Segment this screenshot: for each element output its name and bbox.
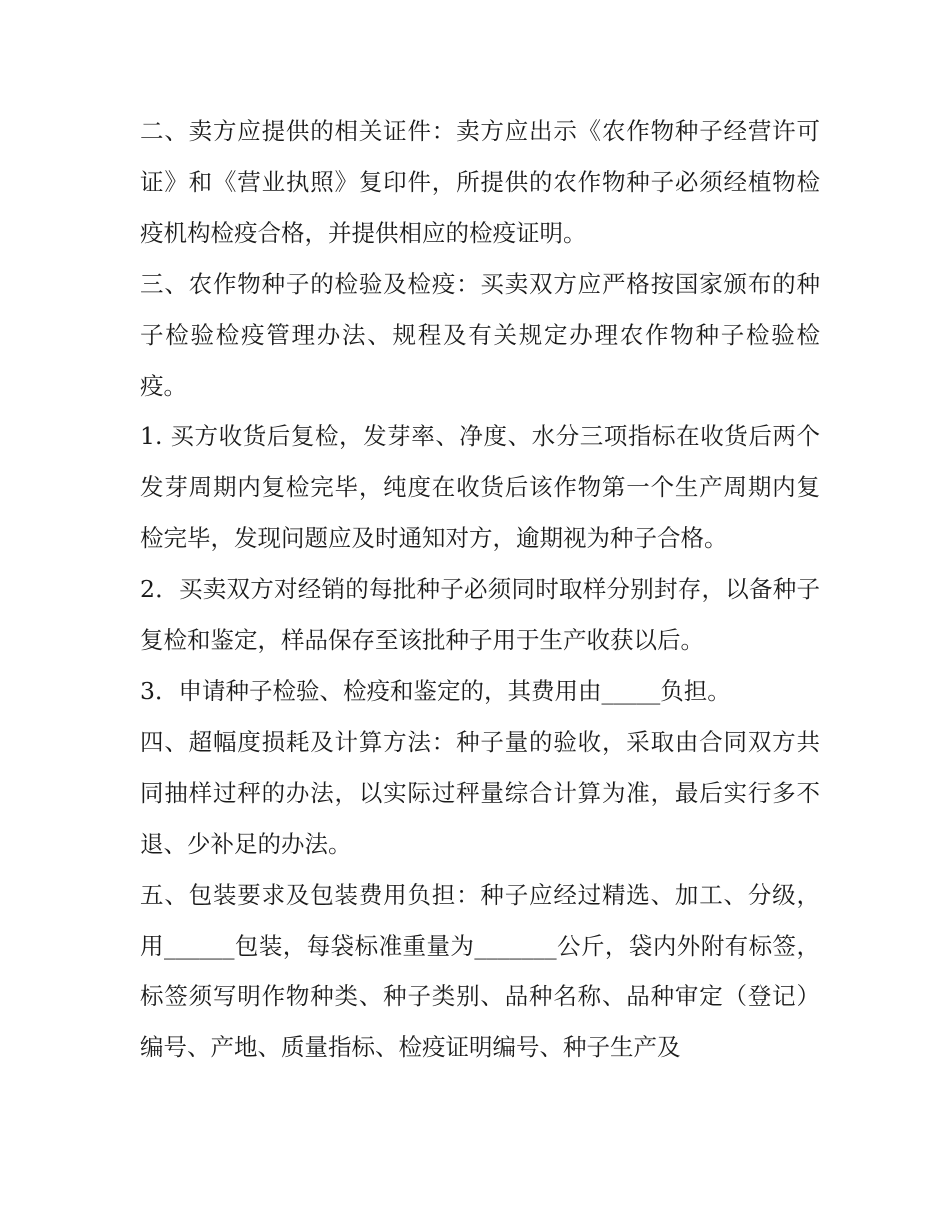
clause-2-sample-sealing: 2．买卖双方对经销的每批种子必须同时取样分别封存，以备种子复检和鉴定，样品保存至该批种子用于生产收获以后。	[140, 575, 820, 655]
section-4-excess-loss: 四、超幅度损耗及计算方法：种子量的验收，采取由合同双方共同抽样过秤的办法，以实际过秤量综合计算为准，最后实行多不退、少补足的办法。	[140, 727, 820, 858]
section-5-packaging: 五、包装要求及包装费用负担：种子应经过精选、加工、分级，用______包装，每袋标准重量为_______公斤，袋内外附有标签，标签须写明作物种类、种子类别、品种名称、品种审定（登记）编号、产地、质量指标、检疫证明编号、种子生产及	[140, 880, 820, 1062]
section-2-credentials: 二、卖方应提供的相关证件：卖方应出示《农作物种子经营许可证》和《营业执照》复印件，所提供的农作物种子必须经植物检疫机构检疫合格，并提供相应的检疫证明。	[140, 117, 820, 247]
clause-3-inspection-fees: 3．申请种子检验、检疫和鉴定的，其费用由_____负担。	[140, 676, 731, 705]
clause-1-buyer-recheck: 1. 买方收货后复检，发芽率、净度、水分三项指标在收货后两个发芽周期内复检完毕，纯度在收货后该作物第一个生产周期内复检完毕，发现问题应及时通知对方，逾期视为种子合格。	[140, 422, 820, 553]
document-page	[140, 106, 820, 1073]
section-3-inspection-quarantine: 三、农作物种子的检验及检疫：买卖双方应严格按国家颁布的种子检验检疫管理办法、规程及有关规定办理农作物种子检验检疫。	[140, 269, 820, 400]
